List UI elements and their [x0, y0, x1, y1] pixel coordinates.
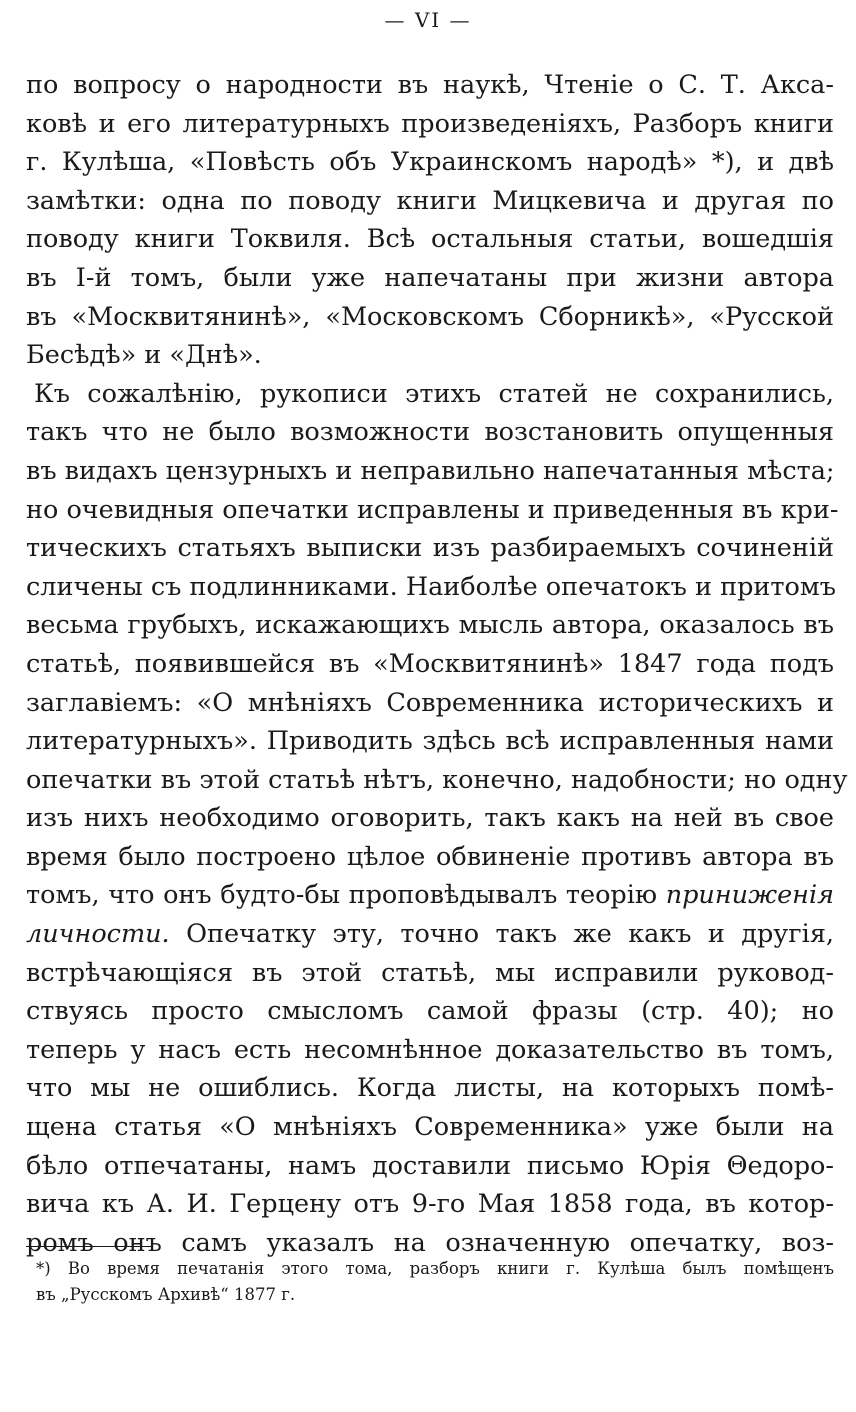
text-line: Бесѣдѣ» и «Днѣ».	[26, 340, 262, 371]
text-line-with-italic	[26, 876, 834, 915]
text-line: такъ что не было возможности возстановить опущенныя	[26, 417, 834, 448]
footnote	[36, 1256, 834, 1308]
body-text	[26, 66, 848, 1262]
page-number: — VI —	[384, 8, 472, 32]
text-line: ствуясь просто смысломъ самой фразы (стр. 40); но	[26, 996, 834, 1027]
text-line: ромъ онъ самъ указалъ на означенную опечатку, воз-	[26, 1227, 834, 1258]
text-line: теперь у насъ есть несомнѣнное доказательство въ томъ,	[26, 1034, 834, 1065]
italic-emphasis: приниженія	[665, 880, 834, 911]
text-line: г. Кулѣша, «Повѣсть объ Украинскомъ народѣ» *), и двѣ	[26, 147, 834, 178]
footnote-line: въ „Русскомъ Архивѣ“ 1877 г.	[36, 1285, 296, 1304]
footnote-divider	[26, 1246, 152, 1247]
text-line: сличены съ подлинниками. Наиболѣе опечатокъ и притомъ	[26, 571, 836, 602]
text-line: весьма грубыхъ, искажающихъ мысль автора, оказалось въ	[26, 610, 834, 641]
text-segment: Опечатку эту, точно такъ же какъ и другія,	[186, 919, 835, 950]
text-line: въ видахъ цензурныхъ и неправильно напечатанныя мѣста;	[26, 455, 835, 486]
text-line: встрѣчающіяся въ этой статьѣ, мы исправили руковод-	[26, 957, 834, 988]
footnote-line: *) Во время печатанія этого тома, разборъ книги г. Кулѣша былъ помѣщенъ	[36, 1259, 834, 1278]
text-line: вича къ А. И. Герцену отъ 9-го Мая 1858 года, въ котор-	[26, 1189, 834, 1220]
text-line: опечатки въ этой статьѣ нѣтъ, конечно, надобности; но одну	[26, 764, 848, 795]
text-line: статьѣ, появившейся въ «Москвитянинѣ» 1847 года подъ	[26, 648, 834, 679]
text-line: Къ сожалѣнію, рукописи этихъ статей не сохранились,	[34, 378, 834, 409]
text-line: но очевидныя опечатки исправлены и приведенныя въ кри-	[26, 494, 839, 525]
text-line: заглавіемъ: «О мнѣніяхъ Современника историческихъ и	[26, 687, 834, 718]
text-line: по вопросу о народности въ наукѣ, Чтеніе о С. Т. Акса-	[26, 70, 834, 100]
text-line: щена статья «О мнѣніяхъ Современника» уже были на	[26, 1112, 834, 1143]
text-line: поводу книги Токвиля. Всѣ остальныя статьи, вошедшія	[26, 224, 834, 255]
text-line: литературныхъ». Приводить здѣсь всѣ исправленныя нами	[26, 726, 834, 757]
text-line: замѣтки: одна по поводу книги Мицкевича и другая по	[26, 185, 834, 216]
text-line: изъ нихъ необходимо оговорить, такъ какъ на ней въ свое	[26, 803, 834, 834]
text-segment: томъ, что онъ будто-бы проповѣдывалъ теорію	[26, 880, 658, 911]
text-line: въ I-й томъ, были уже напечатаны при жизни автора	[26, 262, 834, 293]
text-line: бѣло отпечатаны, намъ доставили письмо Юрія Θедоро-	[26, 1150, 834, 1181]
text-line: ковѣ и его литературныхъ произведеніяхъ, Разборъ книги	[26, 108, 834, 139]
text-line: время было построено цѣлое обвиненіе противъ автора въ	[26, 841, 834, 872]
text-line: что мы не ошиблись. Когда листы, на которыхъ помѣ-	[26, 1073, 834, 1104]
italic-emphasis: личности.	[26, 919, 170, 950]
text-line: въ «Москвитянинѣ», «Московскомъ Сборникѣ», «Русской	[26, 301, 834, 332]
text-line: тическихъ статьяхъ выписки изъ разбираемыхъ сочиненій	[26, 533, 834, 564]
text-line-with-italic	[26, 915, 834, 954]
